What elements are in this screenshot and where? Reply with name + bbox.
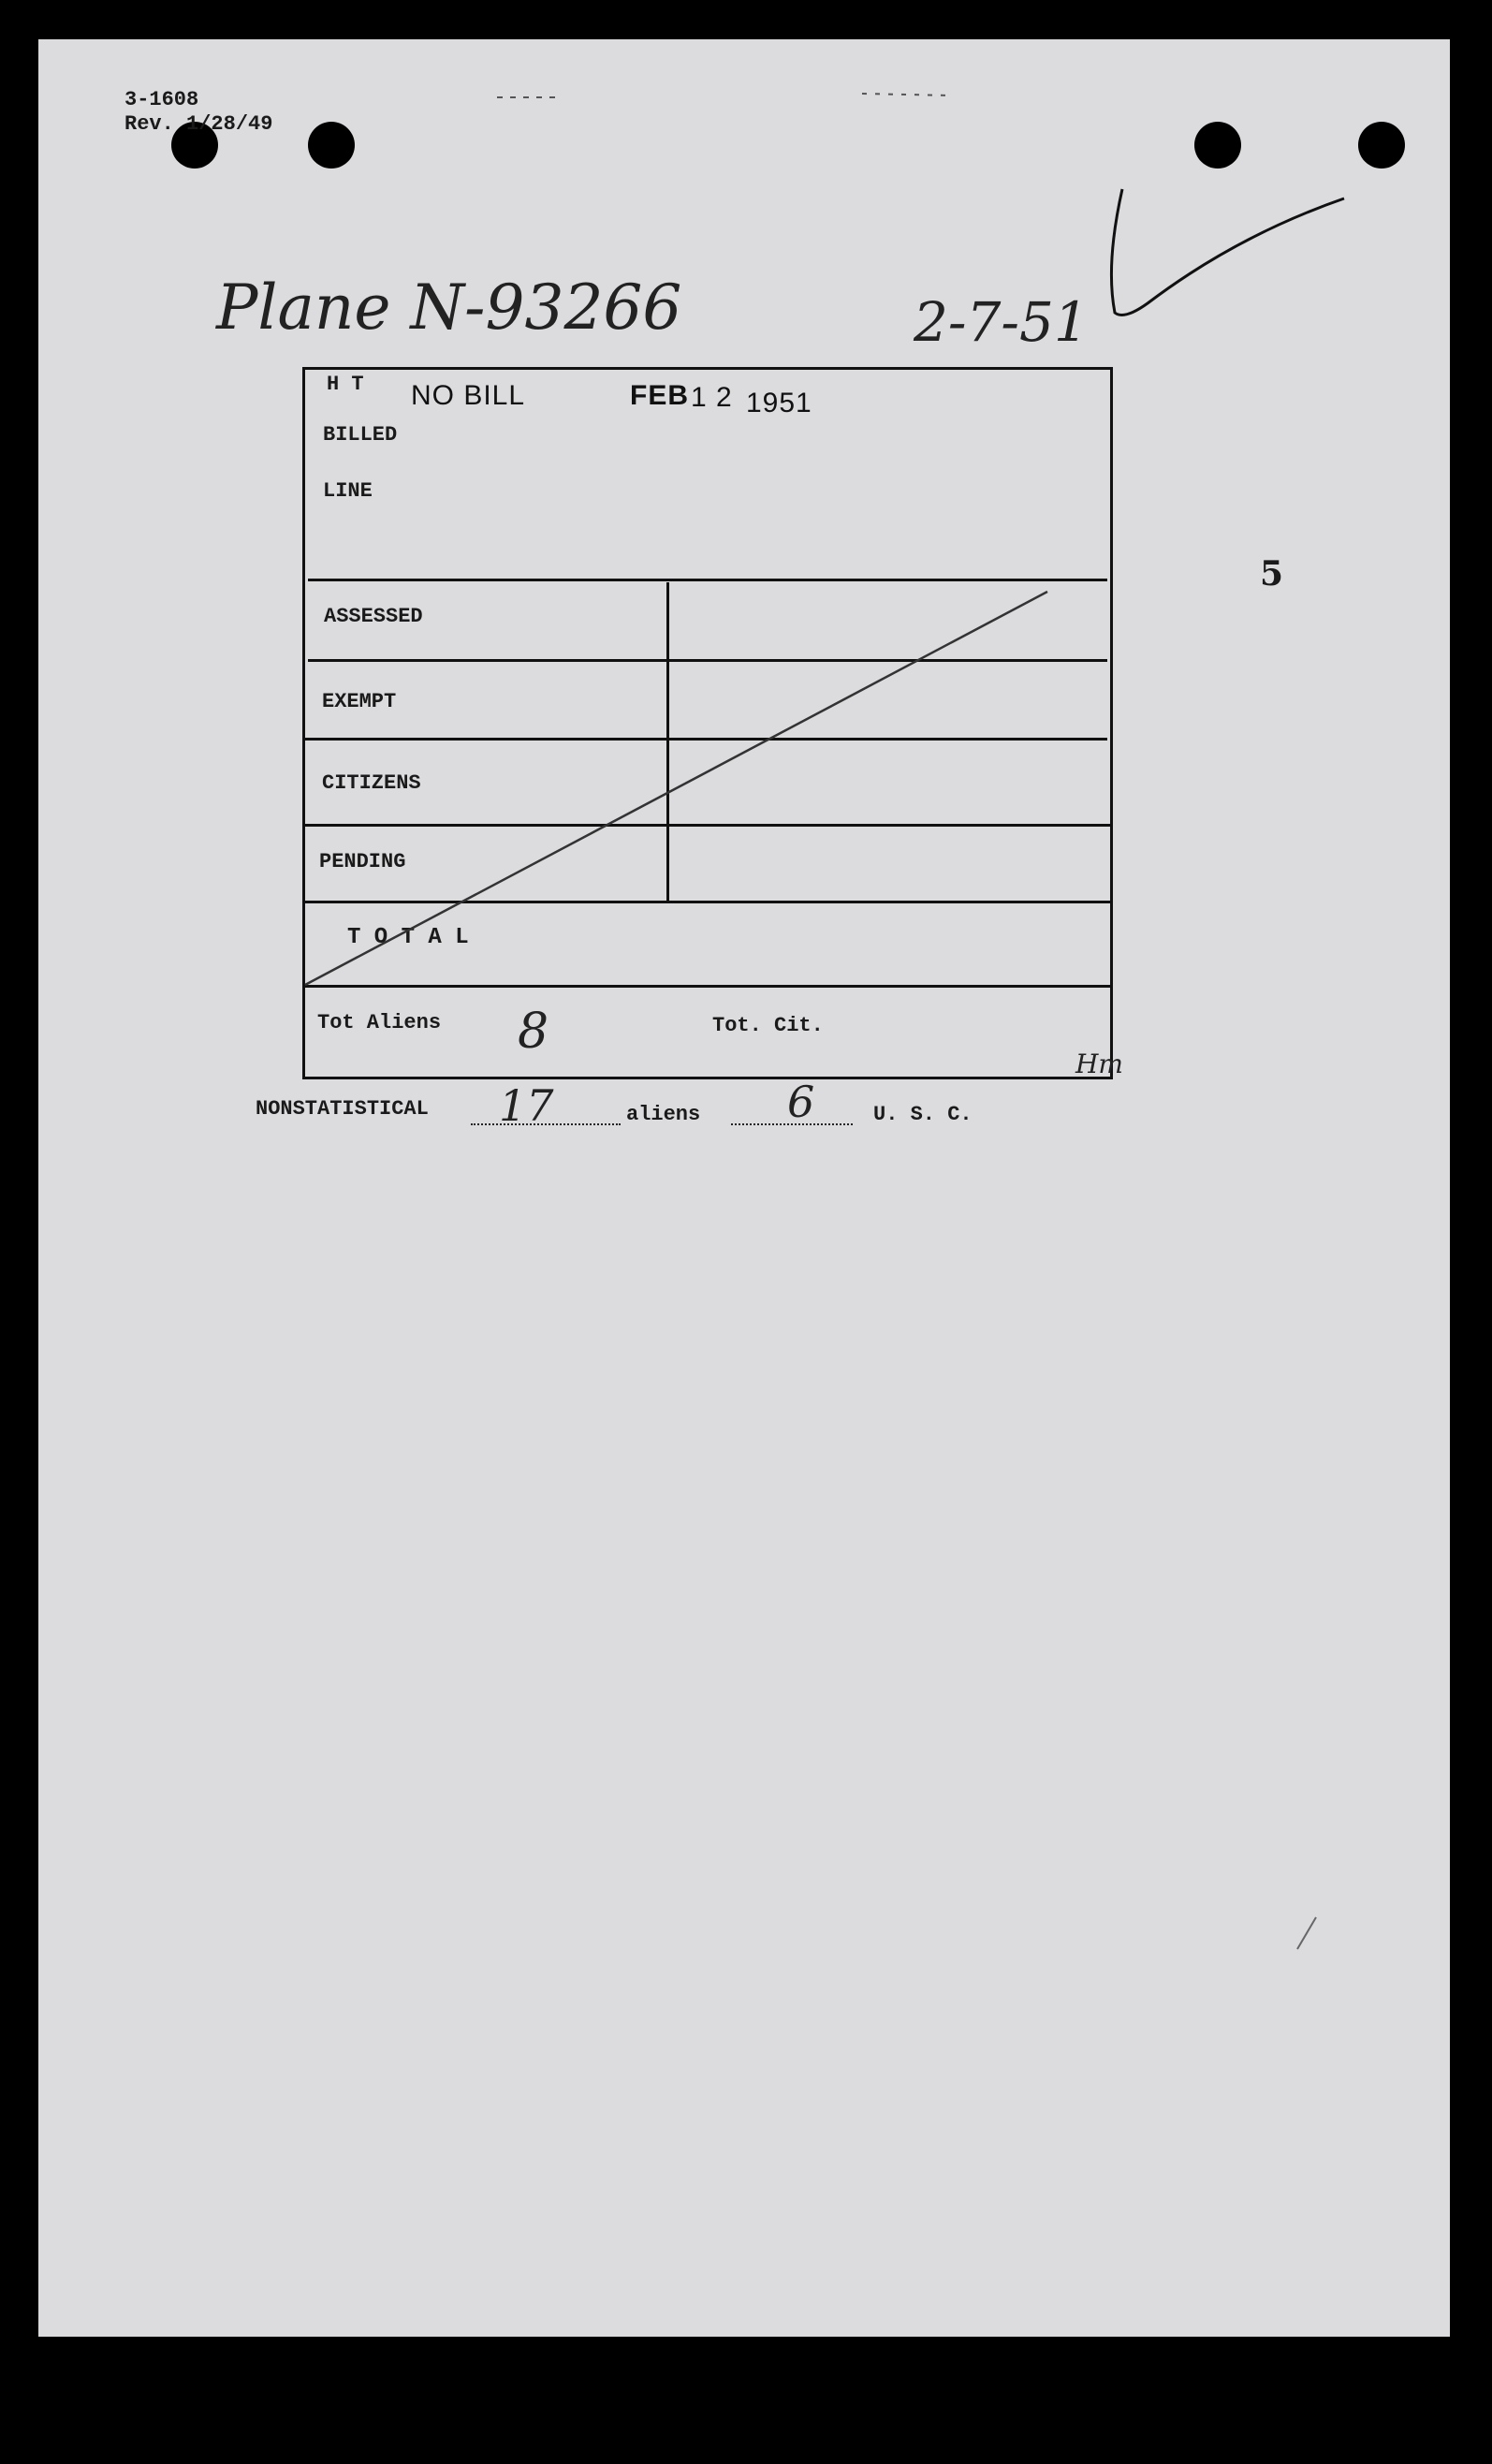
- no-bill-stamp: NO BILL: [411, 380, 526, 411]
- stamp-date-day: 1 2: [691, 382, 733, 413]
- page-mark: 5: [1260, 554, 1284, 594]
- check-mark: [1111, 189, 1344, 315]
- diagonal-strike-line: [305, 592, 1047, 985]
- document-page: [38, 39, 1450, 2337]
- total-label: T O T A L: [347, 925, 469, 950]
- row-label-exempt: EXEMPT: [322, 690, 397, 713]
- nonstatistical-label: NONSTATISTICAL: [256, 1097, 429, 1121]
- stray-pen-mark: [1297, 1917, 1316, 1949]
- date-handwritten: 2-7-51: [914, 290, 1089, 354]
- form-number: 3-1608: [124, 88, 199, 111]
- aliens-label: aliens: [626, 1103, 701, 1126]
- plane-number-handwritten: Plane N-93266: [216, 271, 682, 344]
- stray-pen-mark: [862, 94, 951, 95]
- usc-label: U. S. C.: [873, 1103, 973, 1126]
- pen-marks: [38, 39, 1450, 2337]
- line-label: LINE: [323, 479, 373, 503]
- stamp-date-year: 1951: [746, 388, 812, 418]
- row-label-citizens: CITIZENS: [322, 771, 421, 795]
- tot-cit-label: Tot. Cit.: [712, 1014, 824, 1037]
- initials-handwritten: Hm: [1075, 1049, 1123, 1079]
- row-label-pending: PENDING: [319, 850, 406, 873]
- nonstat-usc-value: 6: [787, 1077, 815, 1127]
- tot-aliens-value: 8: [518, 1004, 549, 1060]
- row-label-assessed: ASSESSED: [324, 605, 423, 628]
- tot-aliens-label: Tot Aliens: [317, 1011, 442, 1034]
- form-revision: Rev. 1/28/49: [124, 112, 273, 136]
- stamp-date-month: FEB: [630, 380, 689, 411]
- billed-label: BILLED: [323, 423, 398, 447]
- ht-label: H T: [327, 373, 364, 396]
- nonstat-aliens-value: 17: [499, 1080, 554, 1131]
